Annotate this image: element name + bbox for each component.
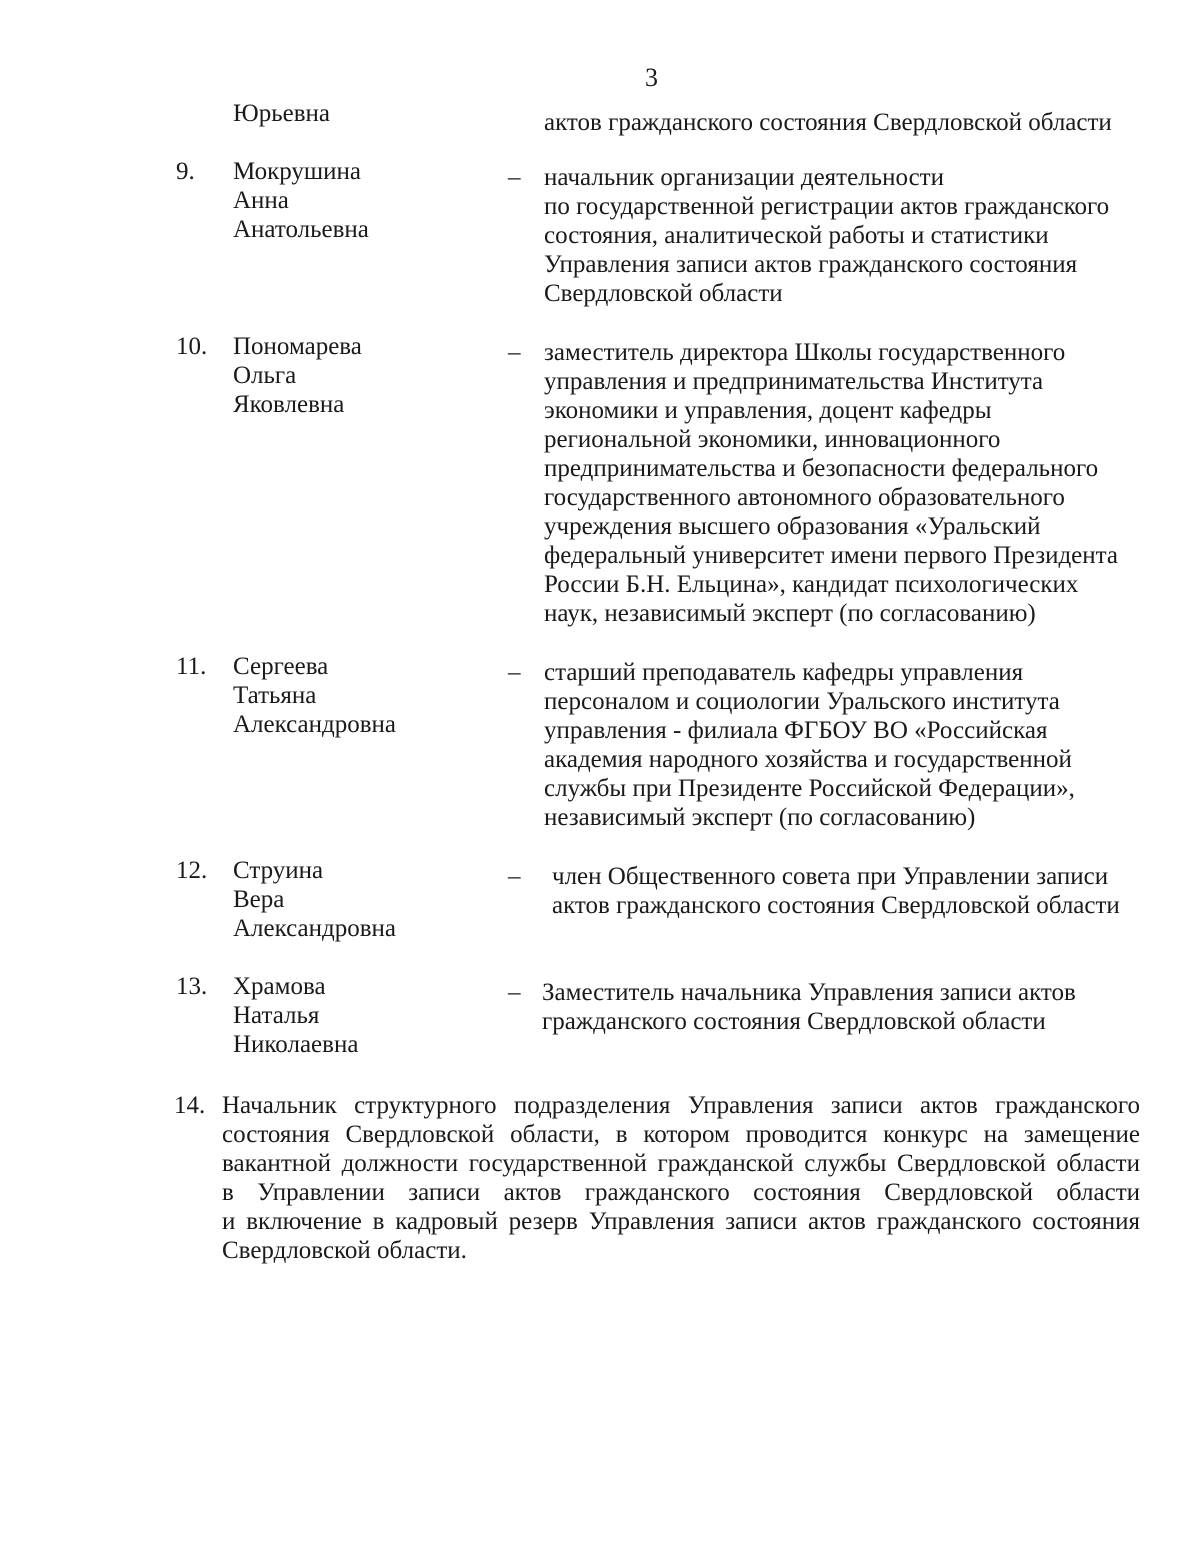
description-line: Свердловской области bbox=[544, 280, 783, 307]
name-line: Яковлевна bbox=[233, 391, 345, 418]
item-number: 10. bbox=[176, 333, 208, 360]
description-line: предпринимательства и безопасности федерального bbox=[544, 455, 1099, 482]
description-line: старший преподаватель кафедры управления bbox=[544, 659, 1024, 686]
item-number: 12. bbox=[176, 857, 208, 884]
description-line: наук, независимый эксперт (по согласованию) bbox=[544, 600, 1036, 627]
description-line: управления и предпринимательства Института bbox=[544, 368, 1044, 395]
description-line: состояния, аналитической работы и статистики bbox=[544, 222, 1049, 249]
description-line: заместитель директора Школы государственного bbox=[544, 339, 1066, 366]
continuation-name bbox=[233, 99, 330, 128]
paragraph-line: Начальник структурного подразделения Управления записи актов гражданского bbox=[222, 1092, 1140, 1119]
name-line: Мокрушина bbox=[233, 158, 362, 185]
description-line: гражданского состояния Свердловской области bbox=[542, 1008, 1046, 1035]
name-line: Пономарева bbox=[233, 333, 362, 360]
description-line: персоналом и социологии Уральского института bbox=[544, 688, 1060, 715]
description-line: федеральный университет имени первого Президента bbox=[544, 542, 1118, 569]
member-position bbox=[544, 338, 1144, 628]
name-line: Струина bbox=[233, 857, 324, 884]
continuation-description bbox=[544, 108, 1144, 137]
item-number: 11. bbox=[176, 653, 207, 680]
description-line: учреждения высшего образования «Уральский bbox=[544, 513, 1041, 540]
member-name bbox=[233, 856, 396, 943]
description-line: Заместитель начальника Управления записи актов bbox=[542, 979, 1076, 1006]
description-line: академия народного хозяйства и государственной bbox=[544, 746, 1072, 773]
description-line: управления - филиала ФГБОУ ВО «Российская bbox=[544, 717, 1048, 744]
paragraph-line: состояния Свердловской области, в котором проводится конкурс на замещение bbox=[222, 1121, 1140, 1148]
description-line: начальник организации деятельности bbox=[544, 164, 944, 191]
member-name bbox=[233, 972, 358, 1059]
final-item-text bbox=[222, 1091, 1140, 1265]
description-line: член Общественного совета при Управлении записи bbox=[552, 863, 1109, 890]
name-line: Юрьевна bbox=[233, 100, 330, 127]
dash-separator: – bbox=[508, 339, 521, 366]
name-line: Сергеева bbox=[233, 653, 329, 680]
description-line: Управления записи актов гражданского состояния bbox=[544, 251, 1078, 278]
description-line: России Б.Н. Ельцина», кандидат психологических bbox=[544, 571, 1079, 598]
member-position bbox=[542, 978, 1142, 1036]
dash-separator: – bbox=[508, 164, 521, 191]
dash-separator: – bbox=[508, 863, 521, 890]
name-line: Александровна bbox=[233, 711, 397, 738]
paragraph-line: вакантной должности государственной гражданской службы Свердловской области bbox=[222, 1150, 1140, 1177]
member-name bbox=[233, 652, 396, 739]
description-line: государственного автономного образовательного bbox=[544, 484, 1065, 511]
paragraph-line: Свердловской области. bbox=[222, 1237, 467, 1264]
item-number: 9. bbox=[176, 158, 195, 185]
name-line: Ольга bbox=[233, 362, 297, 389]
paragraph-line: и включение в кадровый резерв Управления записи актов гражданского состояния bbox=[222, 1208, 1140, 1235]
item-number: 14. bbox=[174, 1092, 206, 1119]
member-position bbox=[552, 862, 1152, 920]
description-line: актов гражданского состояния Свердловской области bbox=[552, 892, 1120, 919]
item-number: 13. bbox=[176, 973, 208, 1000]
dash-separator: – bbox=[508, 979, 521, 1006]
member-name bbox=[233, 157, 369, 244]
description-line: независимый эксперт (по согласованию) bbox=[544, 804, 976, 831]
description-line: региональной экономики, инновационного bbox=[544, 426, 1001, 453]
description-line: по государственной регистрации актов гражданского bbox=[544, 193, 1110, 220]
name-line: Анатольевна bbox=[233, 216, 369, 243]
member-position bbox=[544, 658, 1144, 832]
dash-separator: – bbox=[508, 659, 521, 686]
description-line: службы при Президенте Российской Федерации», bbox=[544, 775, 1075, 802]
description-line: актов гражданского состояния Свердловской области bbox=[544, 109, 1112, 136]
page-number: 3 bbox=[645, 63, 658, 92]
name-line: Николаевна bbox=[233, 1031, 359, 1058]
name-line: Вера bbox=[233, 886, 285, 913]
name-line: Храмова bbox=[233, 973, 326, 1000]
description-line: экономики и управления, доцент кафедры bbox=[544, 397, 992, 424]
name-line: Анна bbox=[233, 187, 289, 214]
member-name bbox=[233, 332, 362, 419]
paragraph-line: в Управлении записи актов гражданского состояния Свердловской области bbox=[222, 1179, 1140, 1206]
name-line: Татьяна bbox=[233, 682, 317, 709]
member-position bbox=[544, 163, 1144, 308]
name-line: Александровна bbox=[233, 915, 397, 942]
name-line: Наталья bbox=[233, 1002, 320, 1029]
